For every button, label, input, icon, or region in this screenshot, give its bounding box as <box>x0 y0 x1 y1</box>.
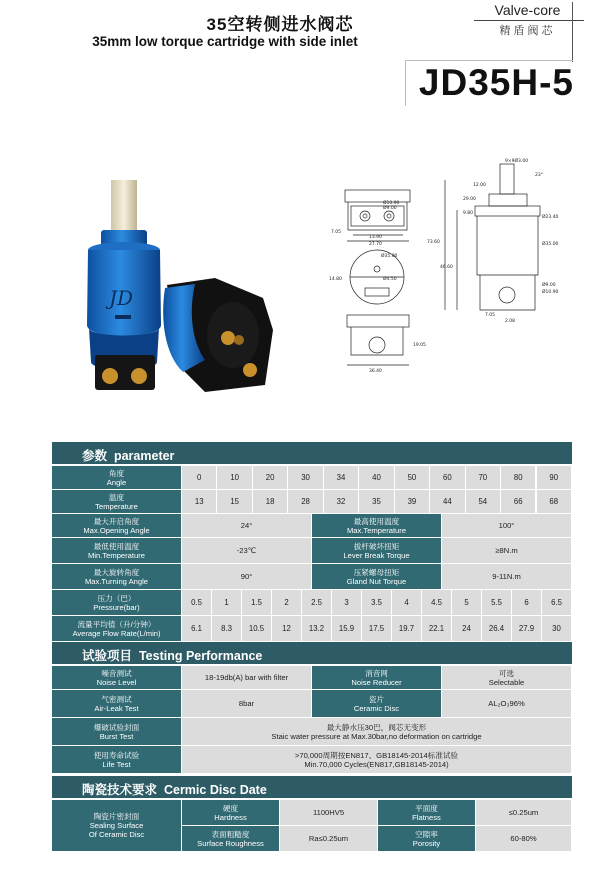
dim-d12: 12.00 <box>473 183 486 188</box>
row-label-hardness: 硬度 Hardness <box>182 800 280 826</box>
pressure-value: 6.5 <box>542 590 572 616</box>
row-label-ceramic-disc: 瓷片 Ceramic Disc <box>312 690 442 718</box>
dim-d7: 14.80 <box>329 277 342 282</box>
roughness-value: Ra≤0.25um <box>280 826 378 852</box>
table-row-burst <box>52 718 572 746</box>
temperature-value: 44 <box>430 490 465 514</box>
flow-value: 17.5 <box>362 616 392 642</box>
air-leak-value: 8bar <box>182 690 312 718</box>
table-row-min-temp <box>52 538 572 564</box>
pressure-value: 1.5 <box>242 590 272 616</box>
row-label-flow: 流量平均值（升/分钟） Average Flow Rate(L/min) <box>52 616 182 642</box>
life-value: >70,000周期按EN817、GB18145-2014标准试验 Min.70,000 Cycles(EN817,GB18145-2014) <box>182 746 572 774</box>
dim-d3: 7.05 <box>331 230 342 235</box>
max-temp-value: 100° <box>442 514 572 538</box>
dim-d14: 9.80 <box>463 211 474 216</box>
pressure-value: 3 <box>332 590 362 616</box>
cartridge-front-view <box>87 180 161 390</box>
row-label-pressure: 压力（巴） Pressure(bar) <box>52 590 182 616</box>
brand-name-en: Valve-core <box>494 2 561 18</box>
row-label-temperature: 温度 Temperature <box>52 490 182 514</box>
flow-value: 27.9 <box>512 616 542 642</box>
pressure-value: 2.5 <box>302 590 332 616</box>
section-ceramic-en: Cermic Disc Date <box>163 783 267 797</box>
drawing-top-view <box>345 190 410 241</box>
temperature-value: 15 <box>217 490 252 514</box>
hardness-value: 1100HV5 <box>280 800 378 826</box>
section-ceramic-cn: 陶瓷技术要求 <box>82 783 158 797</box>
row-label-sealing: 陶瓷片密封面 Sealing Surface Of Ceramic Disc <box>52 800 182 852</box>
angle-value: 70 <box>466 466 501 490</box>
cap-logo: JD <box>109 286 134 310</box>
dim-d18: Ø35.00 <box>542 242 559 247</box>
row-label-air-leak: 气密测试 Air-Leak Test <box>52 690 182 718</box>
table-row-air-leak <box>52 690 572 718</box>
dim-d23: 23° <box>535 173 543 178</box>
porosity-value: 60-80% <box>476 826 572 852</box>
gland-nut-value: 9-11N.m <box>442 564 572 590</box>
table-row-opening <box>52 514 572 538</box>
section-testing-header <box>52 642 572 664</box>
noise-reducer-value: 可选 Selectable <box>442 666 572 690</box>
angle-value: 50 <box>395 466 430 490</box>
table-row-turning <box>52 564 572 590</box>
temperature-value: 18 <box>253 490 288 514</box>
flow-value: 30 <box>542 616 572 642</box>
row-label-flatness: 平面度 Flatness <box>378 800 476 826</box>
flow-value: 10.5 <box>242 616 272 642</box>
pressure-value: 2 <box>272 590 302 616</box>
dim-d1: Ø10.90 <box>383 201 400 206</box>
table-row-angle <box>52 466 572 490</box>
flow-value: 15.9 <box>332 616 362 642</box>
row-label-min-temp: 最低使用温度 Min.Temperature <box>52 538 182 564</box>
table-row-pressure <box>52 590 572 616</box>
temperature-value: 54 <box>466 490 501 514</box>
pressure-value: 3.5 <box>362 590 392 616</box>
temperature-value: 39 <box>395 490 430 514</box>
product-title-cn: 35空转侧进水阀芯 <box>206 15 354 34</box>
angle-value: 0 <box>182 466 217 490</box>
row-label-angle: 角度 Angle <box>52 466 182 490</box>
temperature-value: 28 <box>288 490 323 514</box>
dim-d20: Ø10.90 <box>542 290 559 295</box>
section-parameter-en: parameter <box>113 449 175 463</box>
angle-value: 20 <box>253 466 288 490</box>
product-title-en: 35mm low torque cartridge with side inlet <box>92 34 358 49</box>
row-label-max-opening: 最大开启角度 Max.Opening Angle <box>52 514 182 538</box>
brand-divider <box>474 20 584 21</box>
dim-d9: 19.05 <box>413 343 426 348</box>
angle-value: 34 <box>324 466 359 490</box>
flow-value: 6.1 <box>182 616 212 642</box>
dim-d2: Ø9.00 <box>383 206 397 211</box>
temperature-value: 35 <box>359 490 394 514</box>
row-label-noise-level: 噪音测试 Noise Level <box>52 666 182 690</box>
temperature-value: 66 <box>501 490 536 514</box>
flatness-value: ≤0.25um <box>476 800 572 826</box>
table-row-life <box>52 746 572 774</box>
section-testing-cn: 试验项目 <box>82 649 133 663</box>
angle-value: 60 <box>430 466 465 490</box>
pressure-value: 1 <box>212 590 242 616</box>
flow-value: 19.7 <box>392 616 422 642</box>
row-label-max-turning: 最大旋转角度 Max.Turning Angle <box>52 564 182 590</box>
row-label-max-temp: 最高使用温度 Max.Temperature <box>312 514 442 538</box>
dim-d6: Ø35.00 <box>381 254 398 259</box>
table-row-noise <box>52 666 572 690</box>
table-row-temperature <box>52 490 572 514</box>
noise-level-value: 18-19db(A) bar with filter <box>182 666 312 690</box>
angle-value: 40 <box>359 466 394 490</box>
drawing-bottom-view <box>347 250 409 365</box>
pressure-value: 6 <box>512 590 542 616</box>
row-label-lever-break: 拔杆破坏扭矩 Lever Break Torque <box>312 538 442 564</box>
header-vertical-rule <box>572 2 573 62</box>
flow-value: 13.2 <box>302 616 332 642</box>
model-number: JD35H-5 <box>418 62 574 103</box>
row-label-gland-nut: 压紧螺母扭矩 Gland Nut Torque <box>312 564 442 590</box>
flow-value: 26.4 <box>482 616 512 642</box>
table-ceramic-row-2 <box>52 826 572 852</box>
angle-value: 30 <box>288 466 323 490</box>
dim-d10: 36.40 <box>369 369 382 374</box>
section-parameter-header <box>52 442 572 464</box>
flow-value: 24 <box>452 616 482 642</box>
flow-value: 22.1 <box>422 616 452 642</box>
temperature-value: 68 <box>537 490 573 514</box>
angle-value: 10 <box>217 466 252 490</box>
min-temp-value: -23℃ <box>182 538 312 564</box>
drawing-side-view <box>445 164 540 310</box>
brand-name-cn: 精盾阀芯 <box>499 25 556 37</box>
dim-d16: 73.60 <box>427 240 440 245</box>
temperature-value: 13 <box>182 490 217 514</box>
row-label-noise-reducer: 消音网 Noise Reducer <box>312 666 442 690</box>
dim-d15: Ø23.40 <box>542 215 559 220</box>
section-ceramic-header <box>52 776 572 798</box>
flow-value: 8.3 <box>212 616 242 642</box>
pressure-value: 4 <box>392 590 422 616</box>
pressure-value: 0.5 <box>182 590 212 616</box>
dim-d5: 27.70 <box>369 242 382 247</box>
row-label-burst: 爆破试验封面 Burst Test <box>52 718 182 746</box>
table-row-flow <box>52 616 572 642</box>
burst-value: 最大静水压30巴，阀芯无变形 Staic water pressure at Max.30bar,no deformation on cartridge <box>182 718 572 746</box>
section-testing-en: Testing Performance <box>138 649 263 663</box>
row-label-life: 使用寿命试验 Life Test <box>52 746 182 774</box>
dim-d11: 9×9Ø3.00 <box>505 159 529 164</box>
row-label-porosity: 空隙率 Porosity <box>378 826 476 852</box>
pressure-value: 5 <box>452 590 482 616</box>
cartridge-side-view <box>163 278 273 392</box>
angle-value: 80 <box>501 466 536 490</box>
dim-d17: 46.60 <box>440 265 453 270</box>
pressure-value: 4.5 <box>422 590 452 616</box>
angle-value: 90 <box>537 466 573 490</box>
row-label-roughness: 表面粗糙度 Surface Roughness <box>182 826 280 852</box>
pressure-value: 5.5 <box>482 590 512 616</box>
temperature-value: 32 <box>324 490 359 514</box>
dim-d4: 13.90 <box>369 235 382 240</box>
ceramic-disc-value: AL₂O₃96% <box>442 690 572 718</box>
dim-d13: 29.00 <box>463 197 476 202</box>
flow-value: 12 <box>272 616 302 642</box>
dim-d8: Ø4.50 <box>383 277 397 282</box>
max-opening-value: 24° <box>182 514 312 538</box>
lever-break-value: ≥8N.m <box>442 538 572 564</box>
dim-d19: Ø9.00 <box>542 283 556 288</box>
section-parameter-cn: 参数 <box>82 449 108 463</box>
max-turning-value: 90° <box>182 564 312 590</box>
dim-d21: 2.08 <box>505 319 516 324</box>
technical-drawing <box>325 150 580 390</box>
product-photo <box>65 180 295 395</box>
dim-d22: 7.05 <box>485 313 496 318</box>
